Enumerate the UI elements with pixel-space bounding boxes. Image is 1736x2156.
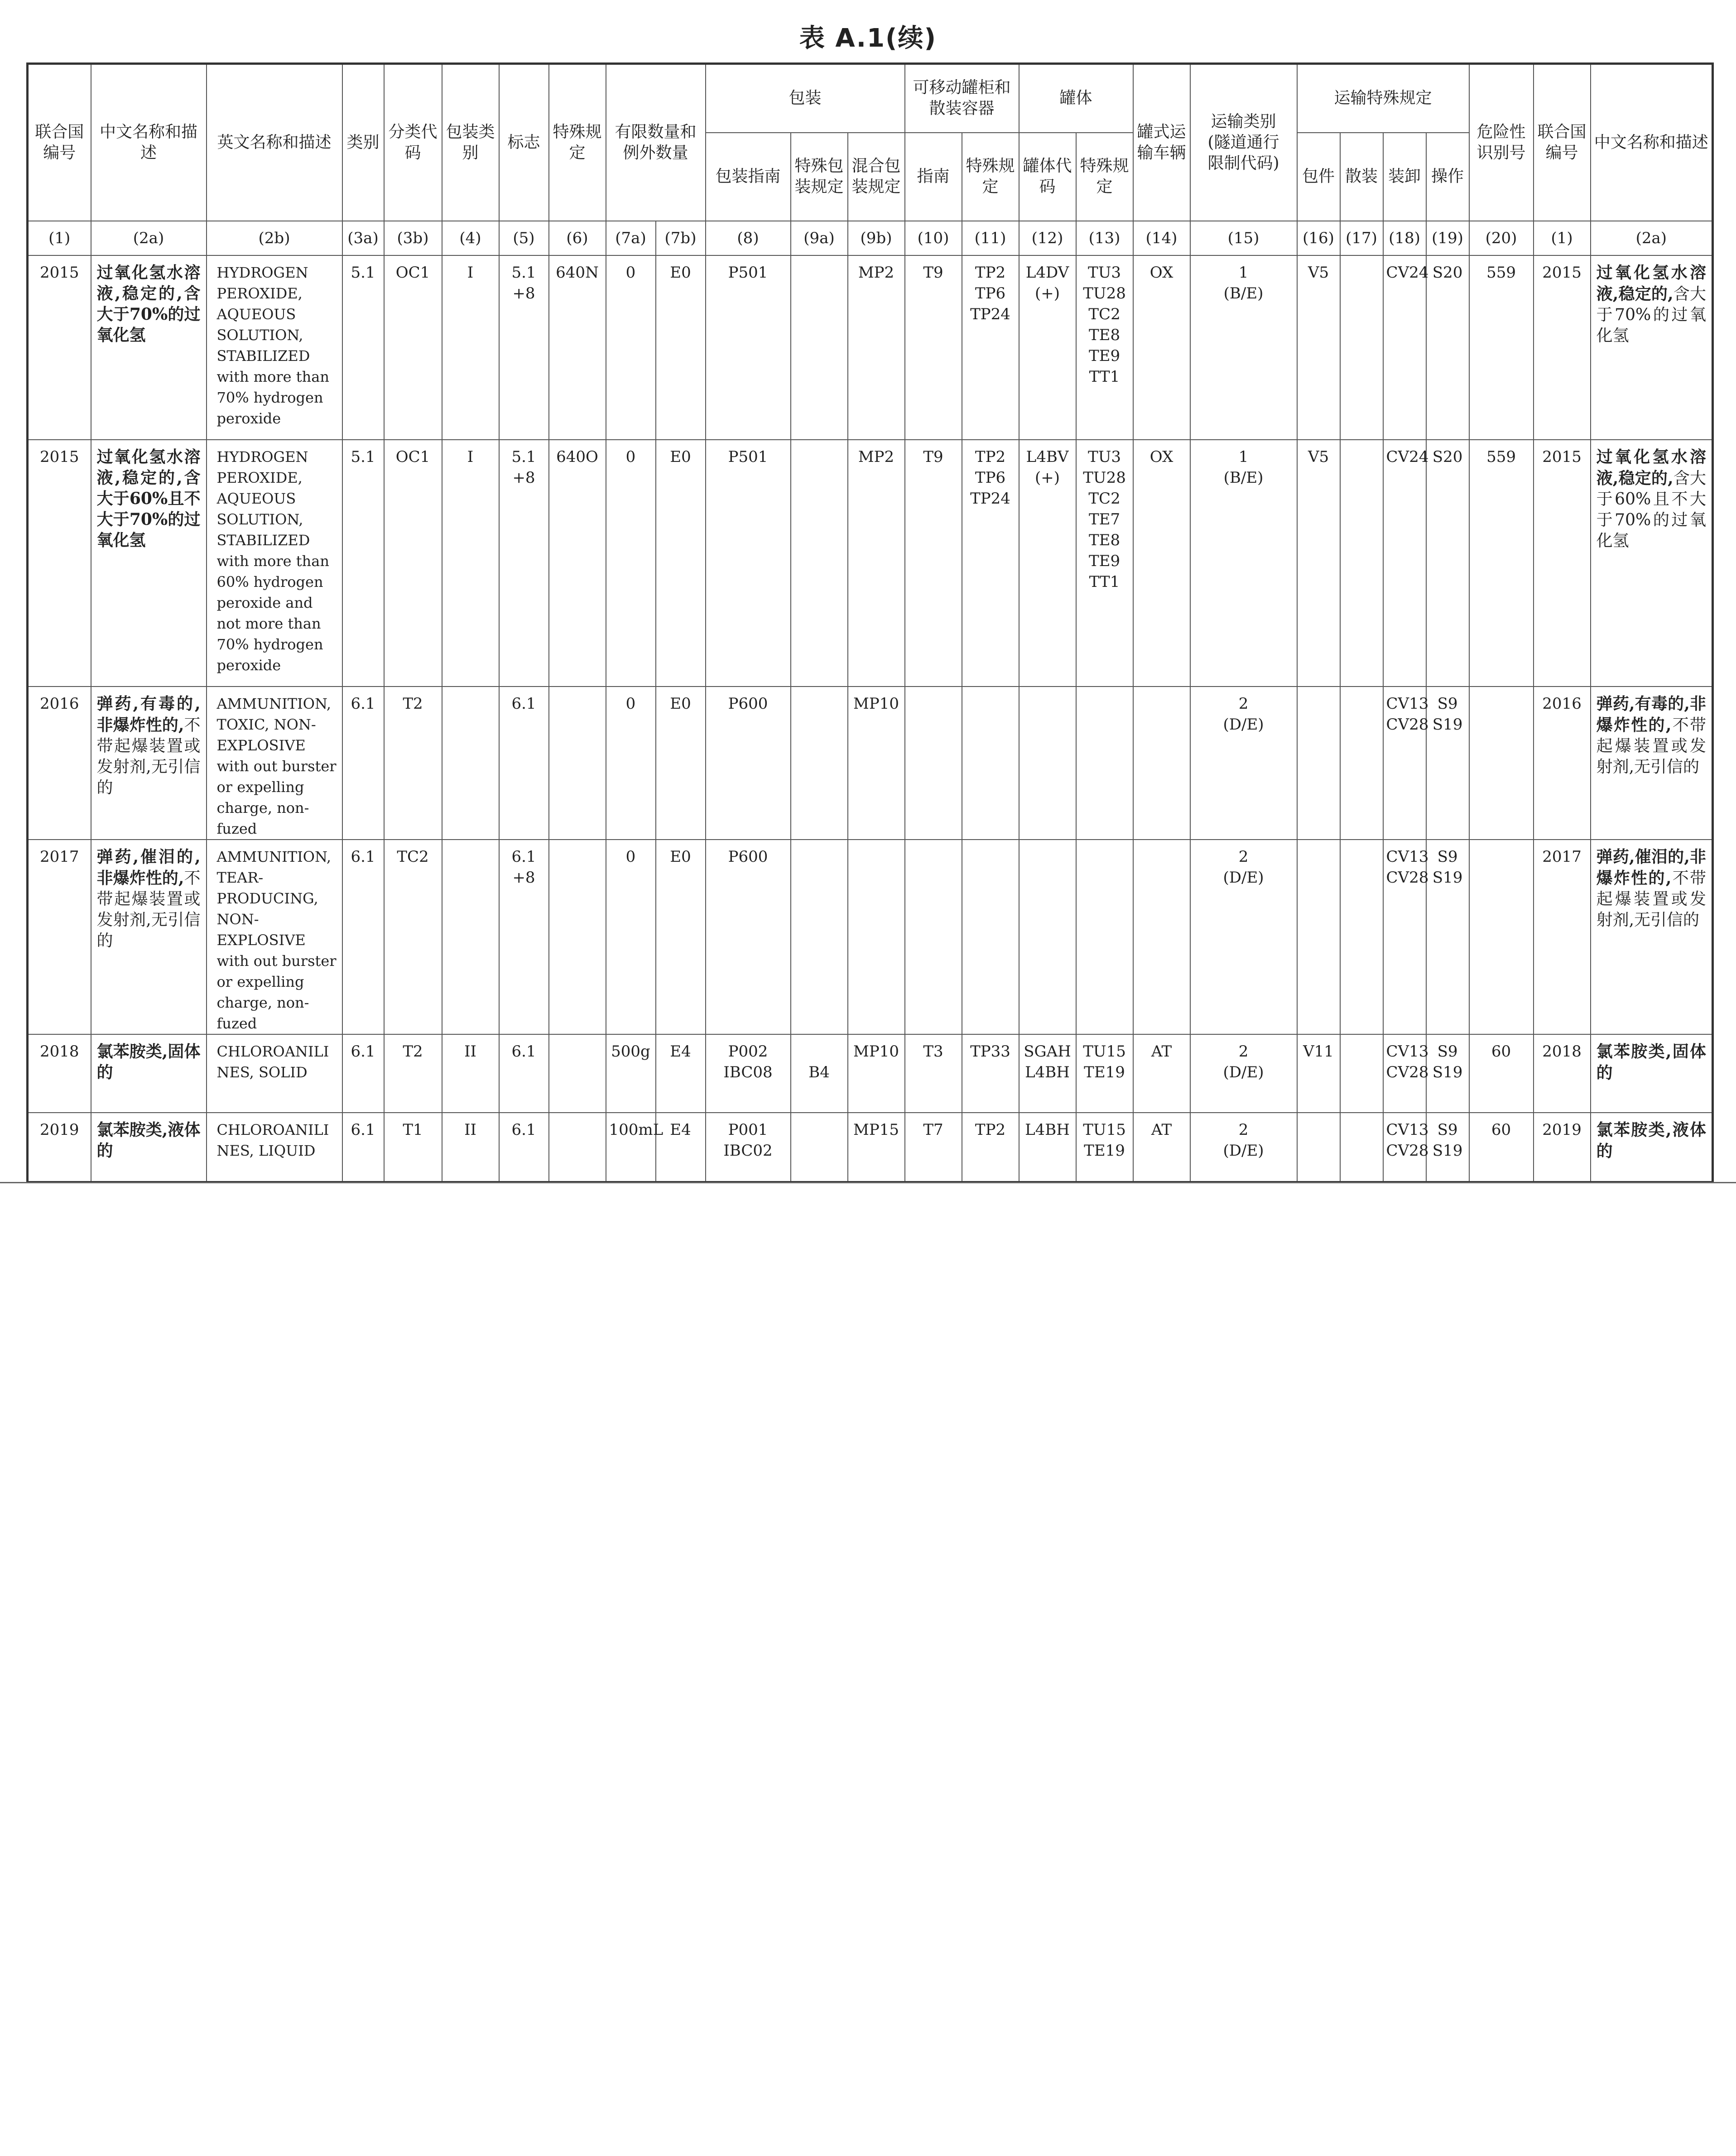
cell-tank-special: TU15 TE19 [1076,1113,1133,1182]
dangerous-goods-table [26,62,1714,1183]
cell-un-repeat: 2015 [1534,255,1591,440]
table-row [28,255,1713,440]
cell-tank-special: TU3 TU28 TC2 TE8 TE9 TT1 [1076,255,1133,440]
cell-class-code: T2 [384,687,442,840]
header-name-cn-repeat: 中文名称和描述 [1591,64,1713,221]
cell-tank-code: SGAH L4BH [1019,1034,1076,1113]
header-packing-group: 包装类别 [442,64,499,221]
col-num: (10) [905,221,962,255]
cell-tank-code: L4BH [1019,1113,1076,1182]
cell-special-provisions [549,1034,606,1113]
header-tank-special: 特殊规定 [1076,133,1133,221]
cell-tank-vehicle [1133,687,1190,840]
header-operation: 操作 [1426,133,1469,221]
cell-limited-qty: 0 [606,840,656,1034]
cell-pt-instruction [905,687,962,840]
cn-bold-part: 过氧化氢水溶液,稳定的, [1596,447,1707,488]
cell-tank-special [1076,840,1133,1034]
cn-bold-part: 弹药,催泪的,非爆炸性的, [96,847,201,888]
cell-name-cn-repeat [1591,1034,1713,1113]
cell-hazard-id [1469,687,1534,840]
col-num: (14) [1133,221,1190,255]
cell-operation: S9 S19 [1426,687,1469,840]
cell-name-en: AMMUNITION, TOXIC, NON-EXPLOSIVE with out burster or expelling charge, non-fuzed [207,687,342,840]
cell-pt-special: TP2 TP6 TP24 [962,440,1019,687]
cell-bulk [1340,440,1383,687]
cell-packing-instruction: P600 [706,840,791,1034]
table-title: 表 A.1(续) [799,24,937,53]
cell-operation: S20 [1426,255,1469,440]
header-special-provisions: 特殊规定 [549,64,606,221]
table-header [28,64,1713,255]
col-num: (19) [1426,221,1469,255]
cell-limited-qty: 0 [606,687,656,840]
cell-loading: CV24 [1383,440,1426,687]
cell-limited-qty: 100mL [606,1113,656,1182]
cell-loading: CV13 CV28 [1383,840,1426,1034]
table-body [28,255,1713,1182]
cell-class: 5.1 [342,440,384,687]
cell-tank-vehicle: AT [1133,1034,1190,1113]
cell-un-repeat: 2017 [1534,840,1591,1034]
header-mixed-packing: 混合包装规定 [848,133,905,221]
cn-normal-part: 不带起爆装置或发射剂,无引信的 [96,715,201,797]
cell-tank-code: L4BV (+) [1019,440,1076,687]
table-row [28,840,1713,1034]
col-num: (12) [1019,221,1076,255]
cell-special-provisions [549,840,606,1034]
cell-pt-instruction: T9 [905,440,962,687]
cell-un-repeat: 2019 [1534,1113,1591,1182]
cell-tank-vehicle: AT [1133,1113,1190,1182]
cell-name-cn [91,687,207,840]
cell-pt-special: TP2 [962,1113,1019,1182]
cell-hazard-id: 559 [1469,255,1534,440]
cell-un-repeat: 2015 [1534,440,1591,687]
cn-bold-part: 氯苯胺类,液体的 [1596,1120,1707,1161]
header-pt-instruction: 指南 [905,133,962,221]
cell-name-en: AMMUNITION, TEAR-PRODUCING, NON-EXPLOSIVE with out burster or expelling charge, non-fuzed [207,840,342,1034]
cell-package: V5 [1297,440,1340,687]
cell-tank-special: TU15 TE19 [1076,1034,1133,1113]
cell-transport-category: 2 (D/E) [1190,840,1297,1034]
cell-tank-code [1019,840,1076,1034]
cell-tank-vehicle: OX [1133,440,1190,687]
cell-un-repeat: 2016 [1534,687,1591,840]
cell-hazard-id: 60 [1469,1113,1534,1182]
table-row [28,1113,1713,1182]
cn-bold-part: 氯苯胺类,固体的 [1596,1042,1707,1082]
header-limited-quantity: 有限数量和例外数量 [606,64,706,221]
header-portable-tank: 可移动罐柜和散装容器 [905,64,1019,133]
col-num: (15) [1190,221,1297,255]
cn-normal-part: 含大于70%的过氧化氢 [1596,284,1707,345]
cell-name-en: HYDROGEN PEROXIDE, AQUEOUS SOLUTION, STABILIZED with more than 60% hydrogen peroxide and not more than 70% hydrogen peroxide [207,440,342,687]
cell-hazard-id: 559 [1469,440,1534,687]
cell-operation: S9 S19 [1426,1113,1469,1182]
cell-packing-group: II [442,1034,499,1113]
cell-bulk [1340,255,1383,440]
cell-tank-special [1076,687,1133,840]
cell-label: 6.1 [499,687,549,840]
cell-pt-instruction [905,840,962,1034]
cell-name-cn: 过氧化氢水溶液,稳定的,含大于70%的过氧化氢 [91,255,207,440]
cell-tank-vehicle: OX [1133,255,1190,440]
cell-loading: CV13 CV28 [1383,1113,1426,1182]
col-num: (13) [1076,221,1133,255]
header-class-code: 分类代码 [384,64,442,221]
cell-packing-group: II [442,1113,499,1182]
cell-packing-group [442,840,499,1034]
cell-packing-group [442,687,499,840]
cell-packing-group: I [442,255,499,440]
cell-mixed-packing: MP10 [848,687,905,840]
cn-normal-part: 不带起爆装置或发射剂,无引信的 [1596,715,1707,776]
cell-special-packing: B4 [791,1034,848,1113]
cell-packing-group: I [442,440,499,687]
cell-excepted-qty: E0 [656,255,706,440]
cell-mixed-packing: MP2 [848,255,905,440]
cell-tank-code [1019,687,1076,840]
cell-loading: CV24 [1383,255,1426,440]
cell-package [1297,687,1340,840]
cn-bold-part: 弹药,有毒的,非爆炸性的, [96,694,201,735]
cell-pt-special: TP2 TP6 TP24 [962,255,1019,440]
cell-packing-instruction: P002 IBC08 [706,1034,791,1113]
cell-class: 6.1 [342,1113,384,1182]
cell-name-cn-repeat [1591,840,1713,1034]
cell-class-code: T2 [384,1034,442,1113]
cell-un: 2019 [28,1113,91,1182]
cell-label: 5.1 +8 [499,255,549,440]
column-number-row [28,221,1713,255]
cell-special-packing [791,255,848,440]
table-row [28,687,1713,840]
cell-pt-special: TP33 [962,1034,1019,1113]
cell-name-en: HYDROGEN PEROXIDE, AQUEOUS SOLUTION, STABILIZED with more than 70% hydrogen peroxide [207,255,342,440]
cell-un: 2015 [28,255,91,440]
cell-pt-special [962,840,1019,1034]
header-transport-category: 运输类别 (隧道通行 限制代码) [1190,64,1297,221]
header-un-no-repeat: 联合国编号 [1534,64,1591,221]
cell-hazard-id: 60 [1469,1034,1534,1113]
cell-bulk [1340,1113,1383,1182]
cell-excepted-qty: E4 [656,1034,706,1113]
cell-mixed-packing: MP2 [848,440,905,687]
header-packing-instruction: 包装指南 [706,133,791,221]
cell-package [1297,1113,1340,1182]
cell-label: 5.1 +8 [499,440,549,687]
cell-un: 2017 [28,840,91,1034]
cell-operation: S9 S19 [1426,840,1469,1034]
header-name-en: 英文名称和描述 [207,64,342,221]
cell-class-code: T1 [384,1113,442,1182]
cell-mixed-packing [848,840,905,1034]
cell-operation: S9 S19 [1426,1034,1469,1113]
header-tank: 罐体 [1019,64,1133,133]
col-num: (4) [442,221,499,255]
cell-transport-category: 2 (D/E) [1190,1034,1297,1113]
page-divider [0,1182,1736,1183]
cell-un: 2015 [28,440,91,687]
header-name-cn: 中文名称和描述 [91,64,207,221]
cell-label: 6.1 [499,1113,549,1182]
col-num: (9a) [791,221,848,255]
cell-excepted-qty: E0 [656,440,706,687]
cell-name-cn: 氯苯胺类,液体的 [91,1113,207,1182]
cell-name-cn: 过氧化氢水溶液,稳定的,含大于60%且不大于70%的过氧化氢 [91,440,207,687]
cell-limited-qty: 0 [606,440,656,687]
cell-loading: CV13 CV28 [1383,687,1426,840]
cn-bold-part: 弹药,催泪的,非爆炸性的, [1596,847,1707,888]
cell-bulk [1340,840,1383,1034]
col-num: (2a) [1591,221,1713,255]
cell-bulk [1340,1034,1383,1113]
col-num: (5) [499,221,549,255]
cell-class: 6.1 [342,840,384,1034]
table-row [28,440,1713,687]
cell-pt-instruction: T3 [905,1034,962,1113]
cell-packing-instruction: P501 [706,440,791,687]
cell-special-provisions: 640N [549,255,606,440]
cell-special-provisions [549,1113,606,1182]
cell-loading: CV13 CV28 [1383,1034,1426,1113]
cell-pt-instruction: T7 [905,1113,962,1182]
cell-name-cn [91,840,207,1034]
cell-package: V11 [1297,1034,1340,1113]
col-num: (8) [706,221,791,255]
cn-normal-part: 不带起爆装置或发射剂,无引信的 [96,869,201,950]
cn-bold-part: 过氧化氢水溶液,稳定的, [1596,263,1707,303]
cell-bulk [1340,687,1383,840]
cell-transport-category: 1 (B/E) [1190,440,1297,687]
cell-packing-instruction: P600 [706,687,791,840]
col-num: (1) [28,221,91,255]
col-num: (18) [1383,221,1426,255]
cell-hazard-id [1469,840,1534,1034]
col-num: (7b) [656,221,706,255]
header-un-no: 联合国编号 [28,64,91,221]
header-class: 类别 [342,64,384,221]
cell-name-cn-repeat [1591,687,1713,840]
cell-transport-category: 2 (D/E) [1190,687,1297,840]
cell-tank-vehicle [1133,840,1190,1034]
cell-special-provisions [549,687,606,840]
cell-un-repeat: 2018 [1534,1034,1591,1113]
cell-class: 5.1 [342,255,384,440]
col-num: (1) [1534,221,1591,255]
cell-class: 6.1 [342,687,384,840]
header-bulk: 散装 [1340,133,1383,221]
cell-tank-special: TU3 TU28 TC2 TE7 TE8 TE9 TT1 [1076,440,1133,687]
col-num: (6) [549,221,606,255]
cell-package: V5 [1297,255,1340,440]
cell-limited-qty: 0 [606,255,656,440]
cell-excepted-qty: E0 [656,840,706,1034]
cell-excepted-qty: E0 [656,687,706,840]
table-row [28,1034,1713,1113]
cell-label: 6.1 [499,1034,549,1113]
cell-special-packing [791,687,848,840]
col-num: (2b) [207,221,342,255]
header-tank-code: 罐体代码 [1019,133,1076,221]
cell-special-provisions: 640O [549,440,606,687]
col-num: (17) [1340,221,1383,255]
cell-transport-category: 2 (D/E) [1190,1113,1297,1182]
cell-operation: S20 [1426,440,1469,687]
cell-tank-code: L4DV (+) [1019,255,1076,440]
cell-excepted-qty: E4 [656,1113,706,1182]
cell-special-packing [791,840,848,1034]
cell-label: 6.1 +8 [499,840,549,1034]
cell-name-cn-repeat [1591,440,1713,687]
cell-name-en: CHLOROANILINES, LIQUID [207,1113,342,1182]
cell-un: 2016 [28,687,91,840]
cell-mixed-packing: MP15 [848,1113,905,1182]
cell-class-code: TC2 [384,840,442,1034]
col-num: (2a) [91,221,207,255]
cell-limited-qty: 500g [606,1034,656,1113]
cell-class-code: OC1 [384,440,442,687]
cell-pt-special [962,687,1019,840]
cell-special-packing [791,1113,848,1182]
col-num: (9b) [848,221,905,255]
header-hazard-id: 危险性识别号 [1469,64,1534,221]
header-label: 标志 [499,64,549,221]
cn-bold-part: 弹药,有毒的,非爆炸性的, [1596,694,1707,735]
header-special-packing: 特殊包装规定 [791,133,848,221]
cell-mixed-packing: MP10 [848,1034,905,1113]
cell-name-en: CHLOROANILINES, SOLID [207,1034,342,1113]
cell-name-cn-repeat [1591,1113,1713,1182]
col-num: (11) [962,221,1019,255]
header-loading: 装卸 [1383,133,1426,221]
header-packaging: 包装 [706,64,905,133]
header-pt-special: 特殊规定 [962,133,1019,221]
cell-special-packing [791,440,848,687]
cell-class-code: OC1 [384,255,442,440]
col-num: (7a) [606,221,656,255]
col-num: (3a) [342,221,384,255]
cell-pt-instruction: T9 [905,255,962,440]
header-tank-vehicle: 罐式运输车辆 [1133,64,1190,221]
cell-name-cn: 氯苯胺类,固体的 [91,1034,207,1113]
cell-packing-instruction: P501 [706,255,791,440]
col-num: (3b) [384,221,442,255]
cell-package [1297,840,1340,1034]
col-num: (20) [1469,221,1534,255]
header-transport-special: 运输特殊规定 [1297,64,1469,133]
col-num: (16) [1297,221,1340,255]
cn-normal-part: 不带起爆装置或发射剂,无引信的 [1596,869,1707,929]
cn-normal-part: 含大于60%且不大于70%的过氧化氢 [1596,469,1707,550]
cell-transport-category: 1 (B/E) [1190,255,1297,440]
cell-name-cn-repeat [1591,255,1713,440]
cell-class: 6.1 [342,1034,384,1113]
cell-packing-instruction: P001 IBC02 [706,1113,791,1182]
header-package: 包件 [1297,133,1340,221]
cell-un: 2018 [28,1034,91,1113]
